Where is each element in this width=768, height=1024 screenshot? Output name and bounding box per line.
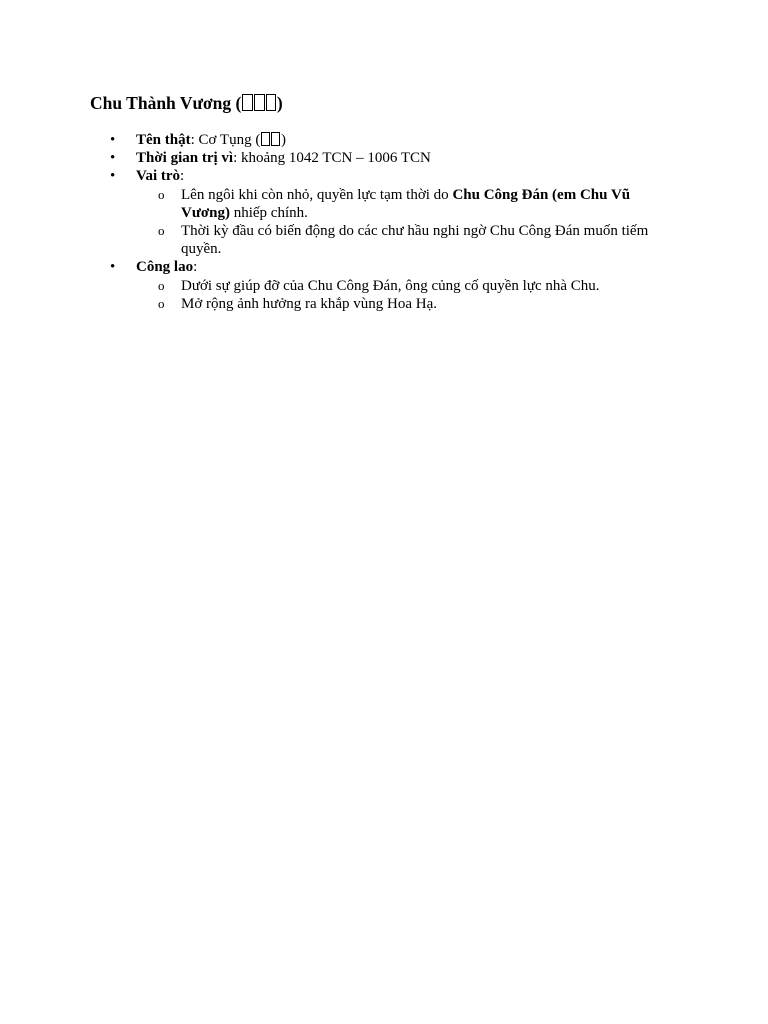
item-value-close: ) — [280, 132, 286, 148]
sub-item-text: Thời kỳ đầu có biến động do các chư hầu nghi ngờ Chu Công Đán muốn tiếm quyền. — [181, 223, 649, 258]
sub-item-text: nhiếp chính. — [229, 204, 308, 221]
missing-glyph-box — [254, 94, 265, 111]
missing-glyph-box — [242, 94, 253, 111]
item-label: Công lao — [136, 259, 194, 276]
sub-item-text: Mở rộng ảnh hưởng ra khắp vùng Hoa Hạ. — [181, 295, 438, 312]
sub-item-text: Lên ngôi khi còn nhỏ, quyền lực tạm thời do — [181, 186, 453, 203]
bullet-list — [90, 131, 670, 313]
item-value: Cơ Tụng ( — [198, 132, 261, 148]
heading-text: Chu Thành Vương ( — [90, 93, 242, 113]
missing-glyph-box — [271, 132, 280, 146]
item-label: Tên thật — [136, 132, 191, 148]
list-item-role — [90, 167, 670, 258]
list-item-real-name — [90, 131, 670, 149]
list-item-reign — [90, 149, 670, 167]
missing-glyph-box — [261, 132, 270, 146]
item-separator: : — [233, 150, 241, 167]
item-label: Thời gian trị vì — [136, 150, 234, 167]
item-value: khoảng 1042 TCN – 1006 TCN — [241, 150, 431, 167]
sub-list — [136, 186, 670, 259]
item-separator: : — [193, 259, 198, 276]
sub-list-item — [136, 186, 670, 222]
missing-glyph-box — [266, 94, 277, 111]
sub-list-item — [136, 277, 670, 295]
sub-item-text: Dưới sự giúp đỡ của Chu Công Đán, ông củng cố quyền lực nhà Chu. — [181, 277, 600, 294]
sub-list — [136, 277, 670, 313]
sub-list-item — [136, 295, 670, 313]
sub-item-bold-text: Chu Công Đán (em Chu Vũ Vương) — [181, 186, 631, 221]
list-item-merits — [90, 258, 670, 313]
item-separator: : — [180, 168, 185, 185]
item-separator: : — [190, 132, 199, 148]
sub-list-item — [136, 222, 670, 258]
section-heading — [90, 92, 283, 114]
item-label: Vai trò — [136, 168, 181, 185]
heading-close-paren: ) — [276, 93, 283, 113]
